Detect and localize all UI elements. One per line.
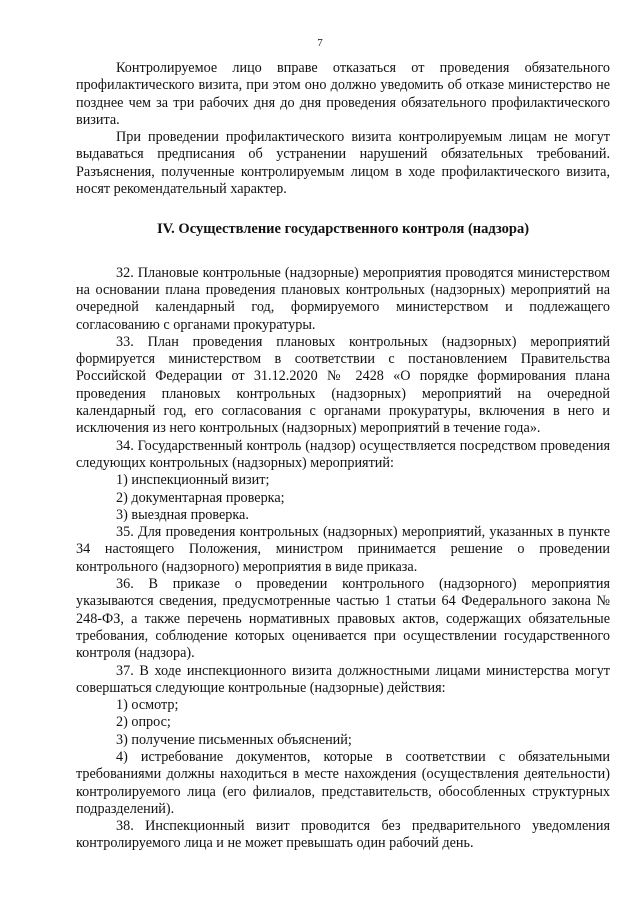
clause-38: 38. Инспекционный визит проводится без предварительного уведомления контролируемого лица и не может превышать один рабочий день.	[76, 818, 610, 852]
clause-37-item-2: 2) опрос;	[116, 714, 171, 731]
clause-33: 33. План проведения плановых контрольных (надзорных) мероприятий формируется министерством в соответствии с постановлением Правительства Российской Федерации от 31.12.2020 № 2428 «О порядке формирования плана проведения плановых контрольных (надзорных) мероприятий на очередной календарный год, его согласования с органами прокуратуры, включения в него и исключения из него контрольных (надзорных) мероприятий в течение года».	[76, 333, 610, 437]
clause-32: 32. Плановые контрольные (надзорные) мероприятия проводятся министерством на основании плана проведения плановых контрольных (надзорных) мероприятий на очередной календарный год, формируемого министерством и подлежащего согласованию с органами прокуратуры.	[76, 264, 610, 333]
clause-37: 37. В ходе инспекционного визита должностными лицами министерства могут совершаться следующие контрольные (надзорные) действия:	[76, 662, 610, 696]
clause-35: 35. Для проведения контрольных (надзорных) мероприятий, указанных в пункте 34 настоящего Положения, министром принимается решение о проведении контрольного (надзорного) мероприятия в виде приказа.	[76, 524, 610, 575]
document-body	[76, 60, 610, 853]
paragraph-refusal: Контролируемое лицо вправе отказаться от проведения обязательного профилактического визита, при этом оно должно уведомить об отказе министерство не позднее чем за три рабочих дня до дня проведения обязательного профилактического визита.	[76, 60, 610, 128]
clause-34: 34. Государственный контроль (надзор) осуществляется посредством проведения следующих контрольных (надзорных) мероприятий:	[76, 437, 610, 471]
page-number: 7	[317, 37, 323, 49]
clause-34-item-2: 2) документарная проверка;	[116, 489, 285, 506]
clause-36: 36. В приказе о проведении контрольного (надзорного) мероприятия указываются сведения, предусмотренные частью 1 статьи 64 Федерального закона № 248-ФЗ, а также перечень нормативных правовых актов, содержащих обязательные требования, соблюдение которых оценивается при осуществлении государственного контроля (надзора).	[76, 576, 610, 662]
clause-34-item-1: 1) инспекционный визит;	[116, 472, 270, 489]
paragraph-no-orders: При проведении профилактического визита контролируемым лицам не могут выдаваться предписания об устранении нарушений обязательных требований. Разъяснения, полученные контролируемым лицом в ходе профилактического визита, носят рекомендательный характер.	[76, 129, 610, 198]
clause-37-item-3: 3) получение письменных объяснений;	[116, 731, 352, 748]
clause-34-item-3: 3) выездная проверка.	[116, 506, 249, 523]
clause-37-item-1: 1) осмотр;	[116, 697, 179, 714]
clause-37-item-4: 4) истребование документов, которые в соответствии с обязательными требованиями должны находиться в месте нахождения (осуществления деятельности) контролируемого лица (его филиалов, представительств, обособленных структурных подразделений).	[76, 748, 610, 817]
section-heading: IV. Осуществление государственного контроля (надзора)	[156, 221, 530, 238]
